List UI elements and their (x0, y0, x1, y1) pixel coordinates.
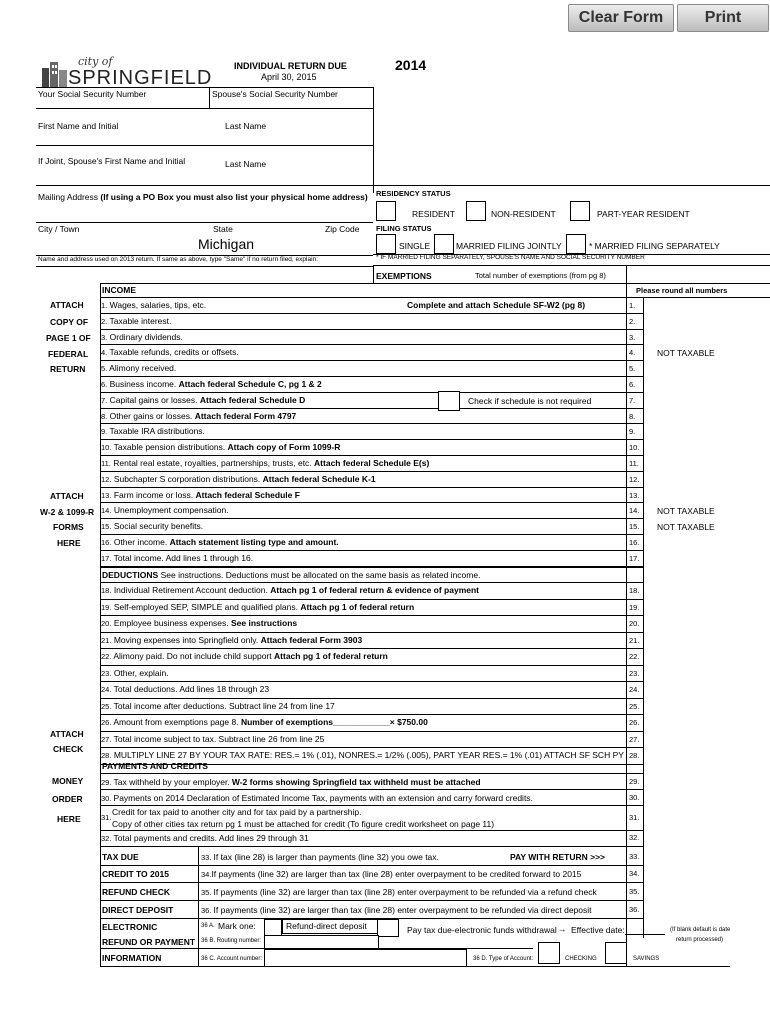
state-value: Michigan (198, 236, 255, 252)
amount-line-number: 8. (629, 411, 636, 421)
line-instruction: Number of exemptions____________× $750.00 (240, 717, 428, 727)
account-type-label: 36 D. Type of Account: (473, 956, 534, 962)
amount-input[interactable] (645, 473, 767, 485)
amount-input[interactable] (645, 617, 767, 630)
line-number: 21. (101, 635, 112, 645)
row-divider (100, 392, 643, 393)
amount-input[interactable] (645, 441, 767, 453)
filing-status-title: FILING STATUS (376, 224, 432, 233)
line-number: 15. (101, 522, 112, 532)
side-return: RETURN (50, 364, 86, 374)
side-page-1-of: PAGE 1 OF (46, 333, 91, 343)
amount-input[interactable] (645, 410, 767, 422)
line-33-label: If tax (line 28) is larger than payments (line 32) you owe tax. (213, 852, 439, 862)
logo-springfield: SPRINGFIELD (68, 67, 213, 89)
blank-note-1: (If blank default is date (670, 927, 731, 933)
round-note: Please round all numbers (636, 286, 728, 295)
account-label: Account number: (216, 956, 263, 962)
credit-to-2015-label: CREDIT TO 2015 (102, 869, 169, 879)
amount-input[interactable] (645, 362, 767, 374)
ssn-input[interactable] (38, 100, 206, 107)
capital-gains-checkbox[interactable] (438, 391, 460, 411)
income-line-10 (101, 459, 429, 468)
line-number: 3. (101, 332, 108, 342)
line-label: Individual Retirement Account deduction. (113, 585, 268, 595)
line-number: 27. (101, 734, 112, 744)
effective-date-label: Effective date: (571, 925, 625, 935)
row-divider (100, 599, 643, 600)
amount-input[interactable] (645, 634, 767, 647)
direct-deposit-label: DIRECT DEPOSIT (102, 905, 174, 915)
row-divider (100, 360, 643, 361)
nonresident-checkbox[interactable] (466, 201, 486, 221)
amount-line-number: 27. (629, 734, 640, 744)
spouse-name-input[interactable] (38, 170, 368, 182)
amount-line-number: 16. (629, 538, 640, 547)
line-label: Total income after deductions. Subtract line 24 from line 17 (113, 700, 335, 711)
line-instruction: Attach federal Form 4797 (194, 410, 297, 421)
amount-input[interactable] (645, 378, 767, 390)
side-here-1: HERE (57, 538, 81, 548)
line-31-label-b: Copy of other cities tax return pg 1 must be attached for credit (To figure credit worksheet on page 11) (112, 819, 495, 829)
line-label: Alimony paid. Do not include child support (113, 651, 272, 661)
line-number: 22. (101, 652, 112, 661)
line-label: Alimony received. (109, 363, 177, 374)
amount-line-number: 28. (629, 751, 640, 760)
amount-input[interactable] (645, 536, 767, 548)
amount-input[interactable] (645, 667, 767, 680)
row-divider (100, 665, 643, 666)
amount-line-number: 11. (629, 459, 639, 468)
row-divider (100, 487, 643, 488)
line-label: Moving expenses into Springfield only. (113, 634, 259, 645)
income-line-11 (101, 475, 376, 484)
income-line-4 (101, 364, 176, 373)
not-taxable-14: NOT TAXABLE (657, 506, 715, 516)
line-instruction: Attach copy of Form 1099-R (227, 442, 341, 453)
payments-title: PAYMENTS AND CREDITS (102, 761, 208, 771)
line-label: Social security benefits. (113, 521, 204, 532)
line-number: 17. (101, 553, 112, 563)
amount-input[interactable] (645, 650, 767, 663)
row-divider (100, 681, 643, 682)
row-divider (100, 714, 643, 715)
line-number: 10. (101, 443, 112, 453)
row-divider (100, 502, 643, 503)
due-date: April 30, 2015 (261, 72, 317, 82)
deduction-line-4 (101, 652, 388, 661)
row-divider (100, 376, 643, 377)
line-label: Farm income or loss. (113, 489, 194, 500)
amount-line-number: 13. (629, 490, 640, 500)
blank-note-2: return processed) (676, 937, 724, 943)
line-label: Subchapter S corporation distributions. (113, 473, 261, 484)
row-divider (100, 518, 643, 519)
clear-form-button[interactable]: Clear Form (568, 4, 674, 32)
spouse-last-name-label: Last Name (225, 159, 267, 169)
income-line-3 (101, 348, 239, 357)
line-instruction: See instructions (231, 618, 298, 628)
line-label: Wages, salaries, tips, etc. (109, 300, 207, 310)
capital-gains-check-label: Check if schedule is not required (468, 396, 592, 406)
income-line-6 (101, 396, 305, 405)
last-name-label: Last Name (225, 121, 267, 131)
resident-label: RESIDENT (412, 209, 455, 219)
line-instruction: Attach federal Schedule F (195, 489, 300, 500)
amount-input[interactable] (645, 733, 767, 746)
line-number: 4. (101, 348, 108, 358)
row-divider (100, 329, 643, 330)
line-number: 26. (101, 718, 112, 727)
amount-input[interactable] (645, 299, 767, 311)
amount-line-number: 21. (629, 635, 640, 645)
amount-input[interactable] (645, 700, 767, 713)
amount-input[interactable] (645, 716, 767, 729)
deduction-line-0 (101, 586, 479, 595)
side-w2-1099r: W-2 & 1099-R (40, 507, 95, 517)
income-line-1 (101, 317, 171, 326)
income-line-13 (101, 506, 229, 515)
line-instruction: Attach pg 1 of federal return & evidence of payment (270, 585, 479, 595)
deduction-line-5 (101, 669, 169, 678)
line-label: Ordinary dividends. (109, 331, 183, 342)
refund-check-label: REFUND CHECK (102, 887, 170, 897)
amount-line-number: 22. (629, 652, 640, 661)
spouse-first-name-label: If Joint, Spouse's First Name and Initial (38, 156, 186, 166)
deduction-line-6 (101, 685, 269, 694)
line-number: 2. (101, 316, 108, 326)
zip-label: Zip Code (325, 224, 360, 234)
ssn-label: Your Social Security Number (38, 89, 147, 99)
logo-city-of: city of (78, 55, 113, 68)
checking-label: CHECKING (565, 956, 597, 962)
row-divider (100, 550, 643, 551)
line-number: 11. (101, 459, 111, 468)
not-taxable-4: NOT TAXABLE (657, 348, 715, 358)
amount-input[interactable] (645, 315, 767, 327)
mark-one-label: Mark one: (218, 921, 256, 931)
row-divider (100, 632, 643, 633)
row-divider (100, 534, 643, 535)
side-attach-1: ATTACH (50, 300, 84, 310)
row-divider (100, 731, 643, 732)
side-check: CHECK (53, 744, 84, 754)
line-label: Total deductions. Add lines 18 through 23 (113, 684, 270, 694)
joint-label: MARRIED FILING JOINTLY (456, 241, 562, 251)
income-line-12 (101, 491, 300, 500)
deduction-line-1 (101, 603, 414, 612)
income-line-5 (101, 380, 322, 389)
amount-line-number: 17. (629, 553, 640, 563)
city-logo-icon (42, 58, 68, 88)
first-name-label: First Name and Initial (38, 121, 119, 131)
city-label: City / Town (38, 224, 80, 234)
row-divider (100, 455, 643, 456)
line-number: 6. (101, 380, 108, 389)
side-here-2: HERE (57, 814, 81, 824)
tax-due-label: TAX DUE (102, 852, 139, 862)
schedule-sf-w2-note: Complete and attach Schedule SF-W2 (pg 8) (407, 300, 586, 310)
amount-input[interactable] (645, 552, 767, 564)
amount-line-number: 26. (629, 718, 640, 727)
line-34-label: If payments (line 32) are larger than tax (line 28) enter overpayment to be credited forward to 2015 (211, 869, 582, 879)
amount-line-number: 6. (629, 380, 636, 389)
amount-input[interactable] (645, 394, 767, 406)
line-number: 19. (101, 602, 112, 612)
partyear-checkbox[interactable] (570, 201, 590, 221)
side-money: MONEY (52, 776, 84, 786)
row-divider (100, 471, 643, 472)
line-label: MULTIPLY LINE 27 BY YOUR TAX RATE: RES.= 1% (.01), NONRES.= 1/2% (.005), PART YEAR RES.= 1% (.01) ATTACH SF SCH PY (113, 750, 624, 760)
line-label: Other income. (113, 537, 168, 547)
line-label: Taxable refunds, credits or offsets. (109, 347, 239, 358)
amount-line-number: 2. (629, 316, 636, 326)
separate-label: * MARRIED FILING SEPARATELY (589, 241, 720, 251)
line-30-label: Payments on 2014 Declaration of Estimated Income Tax, payments with an extension and carry forward credits. (113, 793, 533, 803)
line-label: Total income subject to tax. Subtract line 26 from line 25 (113, 733, 325, 744)
amount-input[interactable] (645, 425, 767, 437)
prior-name-note: Name and address used on 2013 return. If same as above, type "Same" if no return filed, explain: (38, 256, 318, 263)
account-number-input[interactable] (264, 949, 467, 967)
deduction-line-7 (101, 702, 335, 711)
deduction-line-8 (101, 718, 428, 727)
savings-checkbox[interactable] (605, 942, 627, 964)
separate-note: * IF MARRIED FILING SEPARATELY, SPOUSE'S NAME AND SOCIAL SECURITY NUMBER (376, 254, 645, 261)
amount-line-number: 14. (629, 506, 640, 516)
separate-checkbox[interactable] (566, 234, 586, 254)
mailing-address-input[interactable] (38, 204, 368, 216)
line-number: 14. (101, 506, 112, 516)
amount-input[interactable] (645, 457, 767, 469)
row-divider (100, 747, 643, 748)
line-number: 20. (101, 619, 112, 628)
income-line-7 (101, 412, 296, 421)
side-federal: FEDERAL (48, 349, 89, 359)
amount-line-number: 15. (629, 522, 640, 532)
amount-line-number: 1. (629, 301, 636, 310)
line-instruction: Attach pg 1 of federal return (300, 601, 415, 612)
deduction-line-2 (101, 619, 297, 628)
line-31-label-a: Credit for tax paid to another city and for tax paid by a partnership. (112, 807, 362, 817)
mailing-address-note: (If using a PO Box you must also list your physical home address) (100, 192, 368, 202)
income-line-15 (101, 538, 339, 547)
line-29-label: Tax withheld by your employer. (113, 777, 230, 787)
income-line-9 (101, 443, 340, 452)
amount-line-number: 18. (629, 586, 640, 595)
amount-line-number: 4. (629, 348, 636, 358)
line-29-note: W-2 forms showing Springfield tax withheld must be attached (231, 777, 481, 787)
single-label: SINGLE (399, 241, 431, 251)
row-divider (100, 615, 643, 616)
pay-due-label: Pay tax due-electronic funds withdrawal (407, 925, 557, 935)
side-order: ORDER (52, 794, 83, 804)
amount-line-number: 12. (629, 474, 640, 484)
income-line-16 (101, 554, 253, 563)
income-line-2 (101, 333, 183, 342)
checking-checkbox[interactable] (538, 942, 560, 964)
line-number: 12. (101, 474, 112, 484)
line-label: Rental real estate, royalties, partnerships, trusts, etc. (113, 458, 312, 468)
amount-input[interactable] (645, 749, 767, 762)
row-divider (100, 698, 643, 699)
income-line-8 (101, 427, 205, 436)
routing-label: Routing number: (216, 938, 262, 944)
line-number: 1. (101, 301, 108, 310)
line-number: 28. (101, 751, 112, 760)
line-number: 18. (101, 586, 112, 595)
line-label: Taxable interest. (109, 315, 172, 326)
amount-input[interactable] (645, 601, 767, 614)
line-label: Total income. Add lines 1 through 16. (113, 552, 254, 563)
line-number: 7. (101, 395, 108, 405)
amount-line-number: 5. (629, 364, 636, 374)
line-32-label: Total payments and credits. Add lines 29 through 31 (113, 833, 309, 843)
income-line-0 (101, 301, 206, 310)
line-36-label: If payments (line 32) are larger than tax (line 28) enter overpayment to be refunded via direct deposit (213, 905, 592, 915)
line-label: Other, explain. (113, 667, 169, 678)
amount-input[interactable] (645, 331, 767, 343)
information-label: INFORMATION (102, 953, 162, 963)
line-label: Taxable IRA distributions. (109, 426, 205, 437)
pay-due-checkbox[interactable] (377, 919, 399, 937)
line-instruction: Attach federal Form 3903 (260, 634, 363, 645)
savings-label: SAVINGS (633, 956, 660, 962)
line-instruction: Attach federal Schedule C, pg 1 & 2 (178, 379, 322, 389)
row-divider (100, 408, 643, 409)
line-label: Taxable pension distributions. (113, 442, 226, 453)
line-instruction: Attach federal Schedule K-1 (262, 473, 376, 484)
amount-line-number: 20. (629, 619, 640, 628)
side-attach-2: ATTACH (50, 491, 84, 501)
exemptions-text: Total number of exemptions (from pg 8) (475, 271, 606, 280)
amount-input[interactable] (645, 489, 767, 501)
line-number: 24. (101, 685, 112, 694)
spouse-ssn-input[interactable] (212, 100, 370, 107)
side-forms: FORMS (53, 522, 84, 532)
amount-line-number: 9. (629, 427, 636, 437)
refund-direct-label: Refund-direct deposit (286, 921, 367, 931)
state-label: State (213, 224, 233, 234)
deduction-line-9 (101, 735, 324, 744)
row-divider (100, 344, 643, 345)
line-instruction: Attach federal Schedule E(s) (314, 458, 430, 468)
amount-input[interactable] (645, 584, 767, 597)
line-label: Employee business expenses. (113, 618, 229, 628)
partyear-label: PART-YEAR RESIDENT (597, 209, 690, 219)
line-number: 23. (101, 668, 112, 678)
line-number: 13. (101, 490, 112, 500)
line-label: Amount from exemptions page 8. (113, 717, 239, 727)
line-instruction: Attach statement listing type and amount. (169, 537, 339, 547)
not-taxable-15: NOT TAXABLE (657, 522, 715, 532)
nonresident-label: NON-RESIDENT (491, 209, 556, 219)
due-title: INDIVIDUAL RETURN DUE (234, 61, 347, 71)
spouse-ssn-label: Spouse's Social Security Number (212, 89, 338, 99)
arrow-right-icon: → (558, 924, 567, 934)
line-instruction: Attach federal Schedule D (199, 394, 306, 405)
line-label: Capital gains or losses. (109, 394, 198, 405)
line-label: Other gains or losses. (109, 410, 193, 421)
amount-line-number: 25. (629, 701, 640, 711)
row-divider (100, 439, 643, 440)
amount-line-number: 19. (629, 602, 640, 612)
mailing-address-label: Mailing Address (38, 192, 99, 202)
amount-line-number: 10. (629, 443, 640, 453)
line-number: 9. (101, 427, 108, 437)
single-checkbox[interactable] (376, 234, 396, 254)
line-number: 16. (101, 538, 112, 547)
line-label: Business income. (109, 379, 177, 389)
pay-with-return: PAY WITH RETURN >>> (510, 852, 606, 862)
resident-checkbox[interactable] (376, 201, 396, 221)
line-35-label: If payments (line 32) are larger than tax (line 28) enter overpayment to be refunded via a refund check (213, 887, 597, 897)
line-number: 8. (101, 411, 108, 421)
amount-line-number: 7. (629, 395, 636, 405)
amount-line-number: 3. (629, 332, 636, 342)
line-label: Self-employed SEP, SIMPLE and qualified plans. (113, 601, 298, 612)
line-number: 25. (101, 701, 112, 711)
deductions-title: DEDUCTIONS (102, 570, 159, 580)
amount-line-number: 24. (629, 685, 640, 694)
row-divider (100, 423, 643, 424)
row-divider (100, 313, 643, 314)
tax-year: 2014 (395, 57, 427, 73)
joint-checkbox[interactable] (434, 234, 454, 254)
name-input[interactable] (38, 132, 368, 142)
refund-or-payment-label: REFUND OR PAYMENT (102, 937, 196, 947)
line-instruction: Attach pg 1 of federal return (274, 651, 388, 661)
side-attach-3: ATTACH (50, 729, 84, 739)
income-line-14 (101, 522, 203, 531)
income-title: INCOME (102, 285, 136, 295)
residency-title: RESIDENCY STATUS (376, 189, 451, 198)
amount-input[interactable] (645, 683, 767, 696)
line-number: 5. (101, 364, 108, 374)
deduction-line-10 (101, 751, 624, 760)
row-divider (100, 648, 643, 649)
deductions-intro: See instructions. Deductions must be allocated on the same basis as related income. (160, 570, 481, 580)
electronic-label: ELECTRONIC (102, 922, 158, 932)
deduction-line-3 (101, 636, 362, 645)
exemptions-title: EXEMPTIONS (376, 271, 432, 281)
side-copy-of: COPY OF (50, 317, 89, 327)
print-button[interactable]: Print (677, 4, 769, 32)
amount-line-number: 23. (629, 668, 640, 678)
line-label: Unemployment compensation. (113, 505, 229, 516)
